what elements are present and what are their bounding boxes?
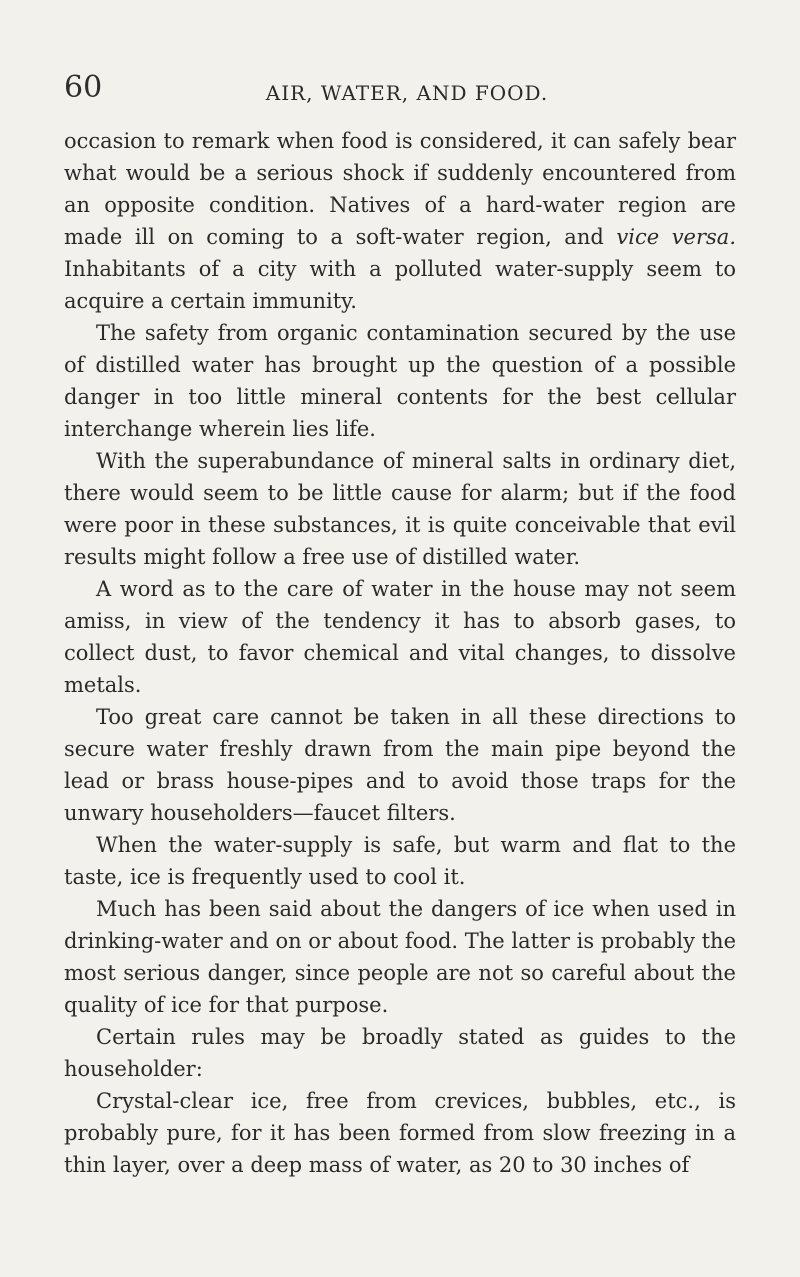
- paragraph: A word as to the care of water in the house may not seem amiss, in view of the tendency it has to absorb gases, to collect dust, to favor chemical and vital changes, to dissolve metals.: [64, 577, 736, 697]
- paragraph: The safety from organic contamination secured by the use of distilled water has brought up the question of a possible danger in too little mineral contents for the best cellular interchange wherein lies life.: [64, 321, 736, 441]
- page-header-title: AIR, WATER, AND FOOD.: [265, 81, 549, 105]
- paragraph: [64, 125, 736, 317]
- page-number: 60: [64, 70, 103, 105]
- italic-phrase: vice versa.: [616, 225, 736, 249]
- paragraph: When the water-supply is safe, but warm and flat to the taste, ice is frequently used to cool it.: [64, 833, 736, 889]
- paragraph: Too great care cannot be taken in all these directions to secure water freshly drawn from the main pipe beyond the lead or brass house-pipes and to avoid those traps for the unwary householders—faucet filters.: [64, 705, 736, 825]
- paragraph: Crystal-clear ice, free from crevices, bubbles, etc., is probably pure, for it has been formed from slow freezing in a thin layer, over a deep mass of water, as 20 to 30 inches of: [64, 1089, 736, 1177]
- paragraph-text: occasion to remark when food is considered, it can safely bear what would be a serious shock if suddenly encountered from an opposite condition. Natives of a hard-water region are made ill on coming to a soft-water region, and: [64, 129, 736, 249]
- body-text: [64, 125, 736, 1181]
- running-head: [64, 70, 736, 110]
- paragraph: Much has been said about the dangers of ice when used in drinking-water and on or about food. The latter is probably the most serious danger, since people are not so careful about the quality of ice for that purpose.: [64, 897, 736, 1017]
- paragraph: Certain rules may be broadly stated as guides to the householder:: [64, 1025, 736, 1081]
- paragraph-text: Inhabitants of a city with a polluted water-supply seem to acquire a certain immunity.: [64, 257, 736, 313]
- paragraph: With the superabundance of mineral salts in ordinary diet, there would seem to be little cause for alarm; but if the food were poor in these substances, it is quite conceivable that evil results might follow a free use of distilled water.: [64, 449, 736, 569]
